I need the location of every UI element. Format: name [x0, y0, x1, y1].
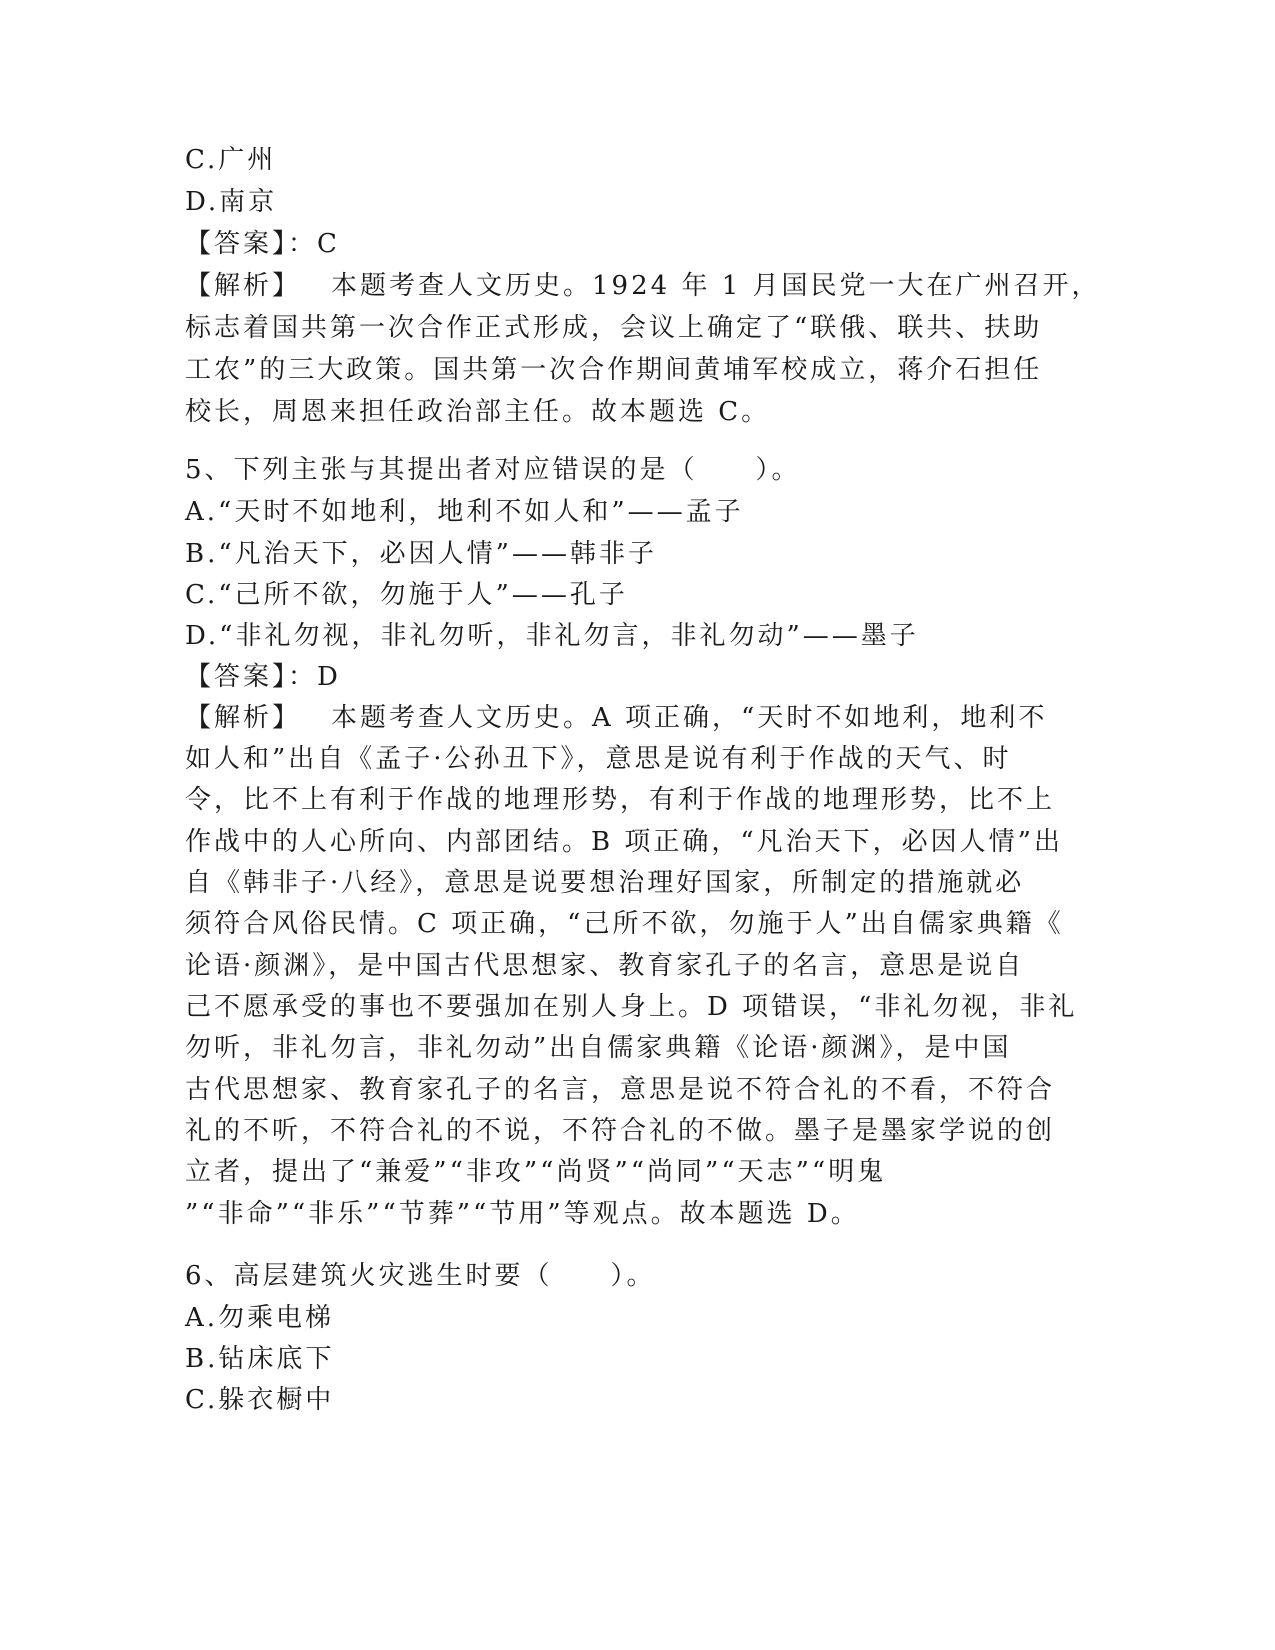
- q5-answer: 【答案】：D: [185, 662, 341, 692]
- q4-analysis-label: 【解析】: [185, 271, 302, 301]
- q4-analysis-text: 本题考查人文历史。1924 年 1 月国民党一大在广州召开，: [331, 271, 1101, 301]
- q6-option-c: C.躲衣橱中: [185, 1385, 335, 1415]
- q5-analysis-line: 如人和”出自《孟子·公孙丑下》，意思是说有利于作战的天气、时: [185, 744, 1012, 774]
- q4-analysis-first-line: [185, 271, 1101, 301]
- q6-option-a: A.勿乘电梯: [185, 1303, 335, 1333]
- q4-analysis-line: 工农”的三大政策。国共第一次合作期间黄埔军校成立，蒋介石担任: [185, 355, 1043, 385]
- q4-option-d: D.南京: [185, 187, 278, 217]
- q5-analysis-line: 自《韩非子·八经》，意思是说要想治理好国家，所制定的措施就必: [185, 868, 1025, 898]
- q5-analysis-label: 【解析】: [185, 703, 302, 733]
- q5-analysis-first-line: [185, 703, 1085, 733]
- q5-analysis-line: 己不愿承受的事也不要强加在别人身上。D 项错误，“非礼勿视，非礼: [185, 992, 1078, 1022]
- q6-stem: 6、高层建筑火灾逃生时要（ ）。: [185, 1261, 656, 1291]
- q5-option-c: C.“己所不欲，勿施于人”——孔子: [185, 580, 628, 610]
- q5-option-a: A.“天时不如地利，地利不如人和”——孟子: [185, 497, 744, 527]
- q5-analysis-line: 勿听，非礼勿言，非礼勿动”出自儒家典籍《论语·颜渊》，是中国: [185, 1033, 1012, 1063]
- q5-analysis-line: 古代思想家、教育家孔子的名言，意思是说不符合礼的不看，不符合: [185, 1075, 1056, 1105]
- q5-analysis-line: 礼的不听，不符合礼的不说，不符合礼的不做。墨子是墨家学说的创: [185, 1116, 1056, 1146]
- q5-analysis-line: 须符合风俗民情。C 项正确，“己所不欲，勿施于人”出自儒家典籍《: [185, 909, 1064, 939]
- q4-analysis-line: 标志着国共第一次合作正式形成，会议上确定了“联俄、联共、扶助: [185, 313, 1043, 343]
- q5-analysis-text: 本题考查人文历史。A 项正确，“天时不如地利，地利不: [331, 703, 1048, 733]
- q5-stem: 5、下列主张与其提出者对应错误的是（ ）。: [185, 455, 801, 485]
- q4-option-c: C.广州: [185, 145, 277, 175]
- q5-analysis-line: ”“非命”“非乐”“节葬”“节用”等观点。故本题选 D。: [185, 1199, 860, 1229]
- q5-analysis-line: 论语·颜渊》，是中国古代思想家、教育家孔子的名言，意思是说自: [185, 951, 1025, 981]
- q5-option-d: D.“非礼勿视，非礼勿听，非礼勿言，非礼勿动”——墨子: [185, 621, 919, 651]
- q5-analysis-line: 令，比不上有利于作战的地理形势，有利于作战的地理形势，比不上: [185, 785, 1056, 815]
- q5-analysis-line: 立者，提出了“兼爱”“非攻”“尚贤”“尚同”“天志”“明鬼: [185, 1157, 887, 1187]
- q4-analysis-line: 校长，周恩来担任政治部主任。故本题选 C。: [185, 397, 771, 427]
- q5-option-b: B.“凡治天下，必因人情”——韩非子: [185, 539, 657, 569]
- q4-answer: 【答案】：C: [185, 229, 340, 259]
- q5-analysis-line: 作战中的人心所向、内部团结。B 项正确，“凡治天下，必因人情”出: [185, 827, 1063, 857]
- q6-option-b: B.钻床底下: [185, 1344, 335, 1374]
